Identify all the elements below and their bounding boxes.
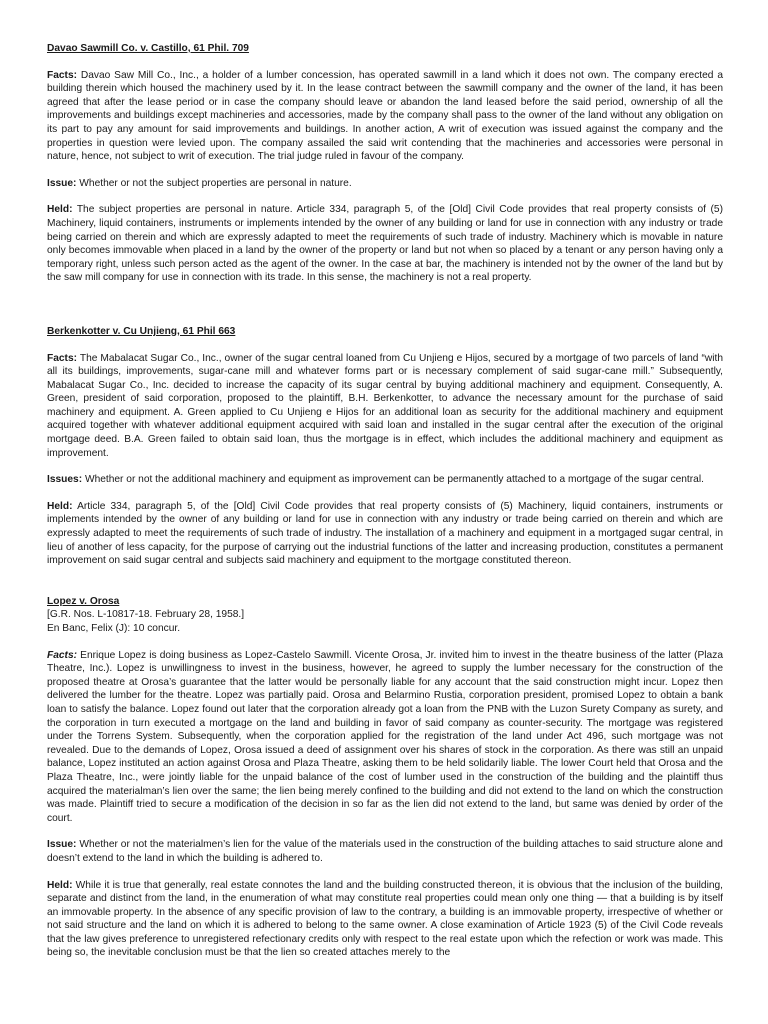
case-berkenkotter (47, 325, 723, 568)
issue-text: Whether or not the materialmen’s lien for the value of the materials used in the construction of the building attaches to said structure alone and doesn’t extend to the land in which the building is adhered to. (47, 839, 723, 864)
case-davao-sawmill (47, 42, 723, 285)
issue-paragraph (47, 838, 723, 865)
facts-text: Davao Saw Mill Co., Inc., a holder of a lumber concession, has operated sawmill in a land which it does not own. The company erected a building therein which housed the machinery used by it. In the lease contract between the sawmill company and the owner of the land, it has been agreed that after the lease period or in case the company should leave or abandon the land leased before the said period, ownership of all the improvements and buildings except machineries and accessories, made by the company shall pass to the owner of the land without any obligation on its part to pay any amount for said improvements and buildings. In another action, A writ of execution was issued against the company and the properties in question were levied upon. The company assailed the said writ contending that the machineries and accessories were personal in nature, hence, not subject to writ of execution. The trial judge ruled in favour of the company. (47, 69, 723, 163)
issue-paragraph (47, 177, 723, 191)
issue-label: Issues: (47, 474, 83, 486)
facts-paragraph (47, 649, 723, 826)
case-lopez-orosa (47, 595, 723, 960)
case-bench: En Banc, Felix (J): 10 concur. (47, 623, 181, 634)
facts-label: Facts: (47, 69, 78, 81)
issue-label: Issue: (47, 177, 77, 189)
issue-paragraph (47, 473, 723, 487)
case-title: Lopez v. Orosa (47, 595, 120, 607)
held-text: Article 334, paragraph 5, of the [Old] Civil Code provides that real property consists of (5) Machinery, liquid containers, instruments or implements intended by the owner of any building or land for use in connection with any industry or trade being carried on therein and which are expressly adapted to meet the requirements of such trade of industry. The installation of a machinery and equipment in a mortgaged sugar central, in lieu of another of less capacity, for the purpose of carrying out the industrial functions of the latter and increasing production, constitutes a permanent improvement on said sugar central and subjects said machinery and equipment to the mortgage constituted thereon. (47, 500, 723, 567)
facts-text: The Mabalacat Sugar Co., Inc., owner of the sugar central loaned from Cu Unjieng e Hijos, secured by a mortgage of two parcels of land “with all its buildings, improvements, sugar-cane mill and whatever forms part or is necessary complement of said sugar-cane mill.” Subsequently, Mabalacat Sugar Co., Inc. decided to increase the capacity of its sugar central by buying additional machinery and equipment. Consequently, A. Green, president of said corporation, proposed to the plaintiff, B.H. Berkenkotter, to advance the necessary amount for the purchase of said machinery and equipment. A. Green applied to Cu Unjieng e Hijos for an additional loan as security for the additional machinery and equipment acquired together with whatever additional equipment acquired with said loan and installed in the sugar central after the execution of the original mortgage deed. B.A. Green failed to obtain said loan, thus the mortgage is in effect, which includes the additional machinery and equipment as improvement. (47, 352, 723, 459)
case-title: Davao Sawmill Co. v. Castillo, 61 Phil. 709 (47, 43, 249, 54)
spacer (47, 285, 723, 325)
held-label: Held: (47, 879, 73, 891)
held-paragraph (47, 203, 723, 285)
spacer (47, 568, 723, 595)
case-citation: [G.R. Nos. L-10817-18. February 28, 1958.] (47, 609, 245, 621)
held-label: Held: (47, 204, 73, 216)
facts-paragraph (47, 352, 723, 461)
held-paragraph (47, 500, 723, 568)
held-text: The subject properties are personal in nature. Article 334, paragraph 5, of the [Old] Civil Code provides that real property consists of (5) Machinery, liquid containers, instruments or implements intended by the owner of any building or land for use in connection with any industry or trade being carried on therein and which are expressly adapted to meet the requirements of such trade of industry. Machinery which is movable in nature only becomes immovable when placed in a land by the owner of the property or land but not when so placed by a tenant or any person having only a temporary right, unless such person acted as the agent of the owner. In the case at bar, the machinery is intended not by the owner of the land but by the saw mill company for use in connection with its trade. In this sense, the machinery is not a real property. (47, 204, 723, 284)
held-text: While it is true that generally, real estate connotes the land and the building constructed thereon, it is obvious that the inclusion of the building, separate and distinct from the land, in the enumeration of what may constitute real properties could mean only one thing — that a building is by itself an immovable property. In the absence of any specific provision of law to the contrary, a building is an immovable property, irrespective of whether or not said structure and the land on which it is adhered to belong to the same owner. A close examination of Article 1923 (5) of the Civil Code reveals that the law gives preference to unregistered refectionary credits only with respect to the real estate upon which the refection or work was made. This being so, the inevitable conclusion must be that the lien so created attaches merely to the (47, 879, 723, 959)
issue-text: Whether or not the subject properties are personal in nature. (79, 177, 352, 189)
facts-text: Enrique Lopez is doing business as Lopez-Castelo Sawmill. Vicente Orosa, Jr. invited him to invest in the theatre business of the latter (Plaza Theatre, Inc.). Lopez is unwillingness to invest in the business, however, he agreed to supply the lumber necessary for the construction of the proposed theatre at Orosa’s guarantee that the latter would be personally liable for any account that the said construction might incur. Lopez then delivered the lumber for the theatre. Lopez was partially paid. Orosa and Belarmino Rustia, corporation president, promised Lopez to obtain a bank loan to satisfy the balance. Lopez found out later that the corporation already got a loan from the PNB with the Luzon Surety Company as surety, and the corporation in turn executed a mortgage on the land and building in favor of said company as counter-security. The mortgage was registered under the Torrens System. Subsequently, when the corporation applied for the registration of the land under Act 496, such mortgage was not revealed. Due to the demands of Lopez, Orosa issued a deed of assignment over his shares of stock in the corporation. As there was still an unpaid balance, Lopez instituted an action against Orosa and Plaza Theatre, asking them to be held solidarily liable. The lower Court held that Orosa and the Plaza Theatre, Inc., were jointly liable for the unpaid balance of the cost of lumber used in the construction of the building and the plaintiff thus acquired the materialman’s lien over the same; the lien being merely confined to the building and did not extend to the land on which the construction was made. Plaintiff tried to secure a modification of the decision in so far as the lien did not extend to the land, but same was denied by order of the court. (47, 649, 723, 824)
issue-text: Whether or not the additional machinery and equipment as improvement can be permanently attached to a mortgage of the sugar central. (84, 474, 704, 486)
facts-label: Facts: (47, 352, 78, 364)
held-label: Held: (47, 500, 73, 512)
facts-paragraph (47, 69, 723, 164)
issue-label: Issue: (47, 839, 77, 851)
document-body (47, 42, 723, 960)
held-paragraph (47, 879, 723, 961)
facts-label: Facts: (47, 649, 78, 661)
case-title: Berkenkotter v. Cu Unjieng, 61 Phil 663 (47, 325, 236, 337)
